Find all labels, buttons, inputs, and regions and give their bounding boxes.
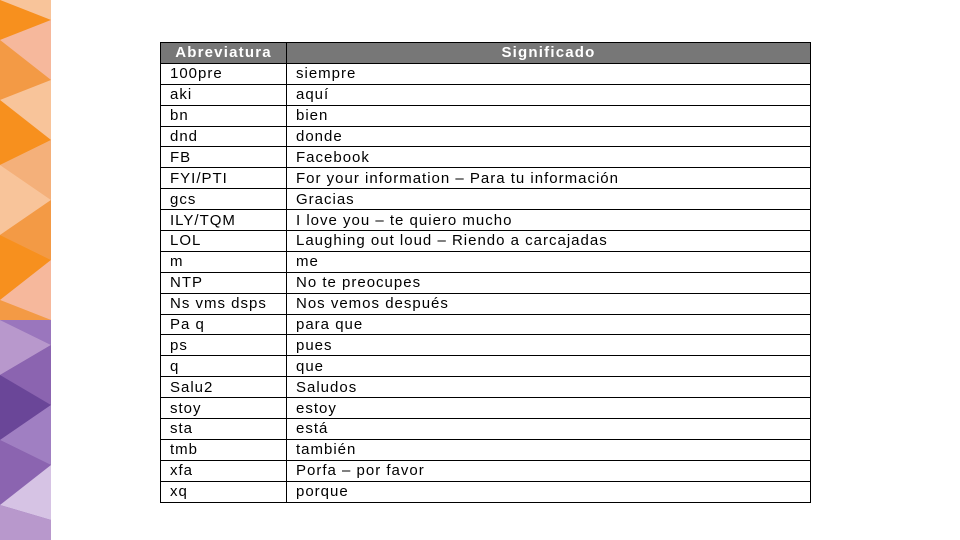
meaning-cell: aquí	[287, 84, 811, 105]
abbr-cell: Salu2	[161, 377, 287, 398]
table-row	[161, 63, 811, 84]
header-abbreviation: Abreviatura	[161, 43, 287, 64]
meaning-cell: siempre	[287, 63, 811, 84]
abbr-cell: 100pre	[161, 63, 287, 84]
meaning-cell: For your information – Para tu información	[287, 168, 811, 189]
table-row	[161, 481, 811, 502]
meaning-cell: Facebook	[287, 147, 811, 168]
meaning-cell: Porfa – por favor	[287, 460, 811, 481]
meaning-cell: pues	[287, 335, 811, 356]
meaning-cell: para que	[287, 314, 811, 335]
meaning-cell: Nos vemos después	[287, 293, 811, 314]
meaning-cell: me	[287, 251, 811, 272]
meaning-cell: I love you – te quiero mucho	[287, 210, 811, 231]
table-row	[161, 84, 811, 105]
header-meaning: Significado	[287, 43, 811, 64]
table-row	[161, 126, 811, 147]
meaning-cell: Laughing out loud – Riendo a carcajadas	[287, 231, 811, 252]
abbr-cell: m	[161, 251, 287, 272]
abbr-cell: LOL	[161, 231, 287, 252]
abbr-cell: tmb	[161, 439, 287, 460]
abbr-cell: FYI/PTI	[161, 168, 287, 189]
abbreviations-table	[160, 42, 811, 503]
abbr-cell: Ns vms dsps	[161, 293, 287, 314]
meaning-cell: bien	[287, 105, 811, 126]
decorative-side-band	[0, 0, 51, 540]
table-row	[161, 231, 811, 252]
abbr-cell: Pa q	[161, 314, 287, 335]
abbr-cell: dnd	[161, 126, 287, 147]
table-row	[161, 293, 811, 314]
abbr-cell: ILY/TQM	[161, 210, 287, 231]
meaning-cell: también	[287, 439, 811, 460]
table-row	[161, 419, 811, 440]
table-row	[161, 356, 811, 377]
meaning-cell: No te preocupes	[287, 272, 811, 293]
table-row	[161, 210, 811, 231]
abbr-cell: bn	[161, 105, 287, 126]
meaning-cell: porque	[287, 481, 811, 502]
meaning-cell: Gracias	[287, 189, 811, 210]
abbr-cell: q	[161, 356, 287, 377]
abbr-cell: xq	[161, 481, 287, 502]
abbr-cell: ps	[161, 335, 287, 356]
abbr-cell: xfa	[161, 460, 287, 481]
meaning-cell: Saludos	[287, 377, 811, 398]
meaning-cell: que	[287, 356, 811, 377]
table-row	[161, 377, 811, 398]
meaning-cell: donde	[287, 126, 811, 147]
table-row	[161, 168, 811, 189]
table-row	[161, 398, 811, 419]
table-row	[161, 272, 811, 293]
abbr-cell: gcs	[161, 189, 287, 210]
table-row	[161, 147, 811, 168]
abbr-cell: FB	[161, 147, 287, 168]
table-row	[161, 460, 811, 481]
abbr-cell: aki	[161, 84, 287, 105]
triangle-pattern	[0, 0, 51, 540]
table-header-row	[161, 43, 811, 64]
abbr-cell: NTP	[161, 272, 287, 293]
table-row	[161, 314, 811, 335]
table-row	[161, 439, 811, 460]
meaning-cell: estoy	[287, 398, 811, 419]
table-row	[161, 251, 811, 272]
abbr-cell: sta	[161, 419, 287, 440]
table-row	[161, 105, 811, 126]
meaning-cell: está	[287, 419, 811, 440]
table-row	[161, 189, 811, 210]
table-row	[161, 335, 811, 356]
abbr-cell: stoy	[161, 398, 287, 419]
